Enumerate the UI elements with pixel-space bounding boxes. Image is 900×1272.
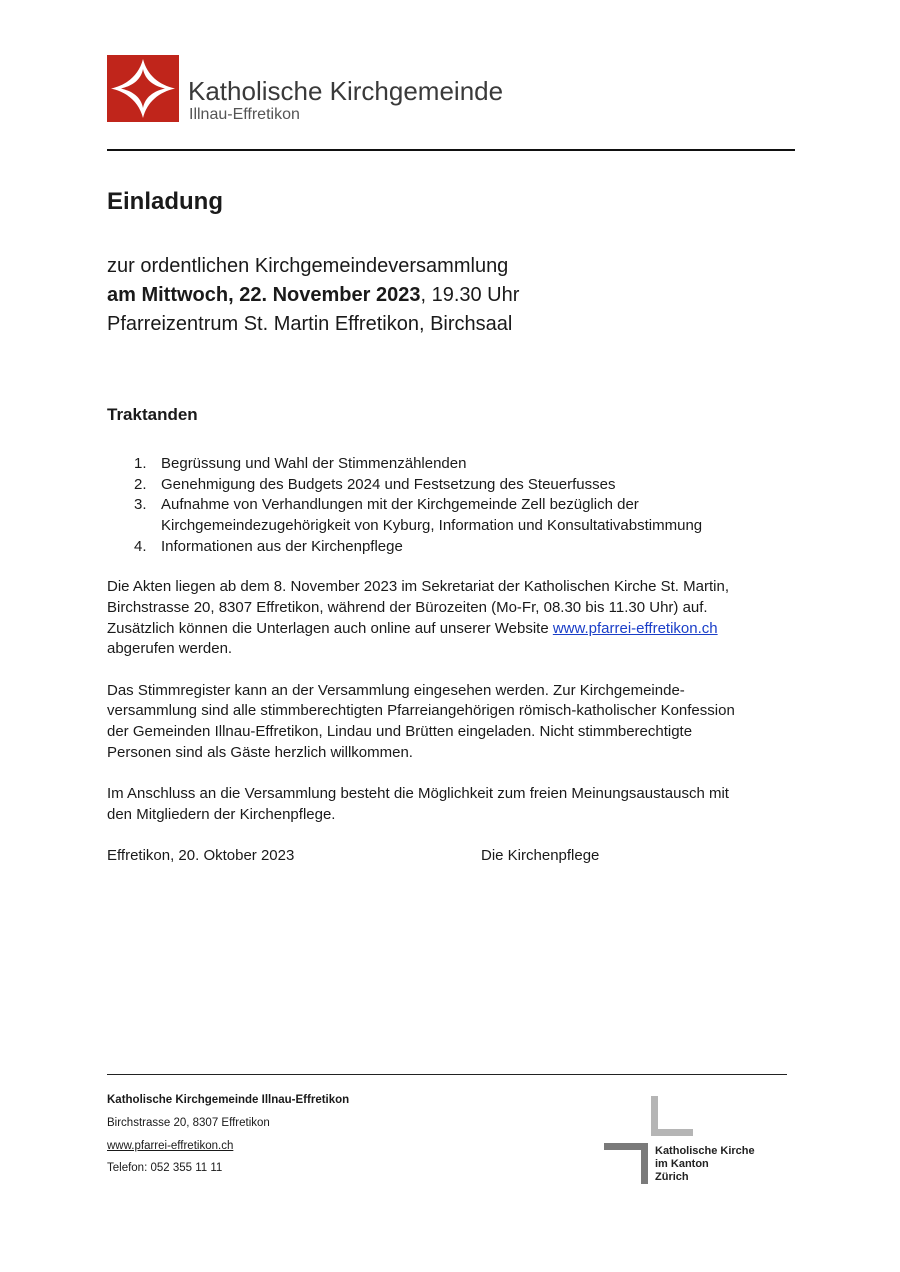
agenda-item-text-cont: Kirchgemeindezugehörigkeit von Kyburg, Information und Konsultativabstimmung [161,517,703,534]
documents-line-text: Zusätzlich können die Unterlagen auch online auf unserer Website [107,620,553,637]
org-name: Katholische Kirchgemeinde [188,76,504,106]
kanton-logo-line: Zürich [655,1171,689,1183]
documents-line: abgerufen werden. [107,640,233,657]
footer-address: Birchstrasse 20, 8307 Effretikon [107,1117,270,1129]
agenda-item-text: Informationen aus der Kirchenpflege [161,538,403,555]
page-title: Einladung [107,188,223,215]
meeting-time: , 19.30 Uhr [420,284,520,306]
agenda-item-number: 4. [134,538,147,555]
footer-website-link[interactable]: www.pfarrei-effretikon.ch [107,1140,234,1152]
footer-divider [107,1074,787,1075]
documents-line [107,621,718,636]
footer-phone: Telefon: 052 355 11 11 [107,1162,223,1174]
place-date: Effretikon, 20. Oktober 2023 [107,847,295,864]
documents-line: Die Akten liegen ab dem 8. November 2023 im Sekretariat der Katholischen Kirche St. Martin, [107,578,729,595]
register-line: der Gemeinden Illnau-Effretikon, Lindau und Brütten eingeladen. Nicht stimmberechtigte [107,723,693,740]
exchange-line: Im Anschluss an die Versammlung besteht die Möglichkeit zum freien Meinungsaustausch mit [107,785,729,802]
website-link[interactable]: www.pfarrei-effretikon.ch [552,620,718,637]
intro-line-3: Pfarreizentrum St. Martin Effretikon, Birchsaal [107,313,513,335]
register-line: Das Stimmregister kann an der Versammlung eingesehen werden. Zur Kirchgemeinde- [107,682,685,699]
agenda-item-text: Genehmigung des Budgets 2024 und Festsetzung des Steuerfusses [161,476,616,493]
exchange-line: den Mitgliedern der Kirchenpflege. [107,806,336,823]
kanton-logo-line: Katholische Kirche [655,1145,755,1157]
agenda-item-text: Begrüssung und Wahl der Stimmenzählenden [161,455,467,472]
documents-line: Birchstrasse 20, 8307 Effretikon, während der Bürozeiten (Mo-Fr, 08.30 bis 11.30 Uhr) auf. [107,599,708,616]
kanton-logo-line: im Kanton [655,1158,709,1170]
org-subtitle: Illnau-Effretikon [189,106,300,123]
register-line: Personen sind als Gäste herzlich willkommen. [107,744,413,761]
intro-line-2 [107,284,519,307]
agenda-item-text: Aufnahme von Verhandlungen mit der Kirchgemeinde Zell bezüglich der [161,496,639,513]
agenda-item-number: 3. [134,496,147,513]
agenda-item-number: 1. [134,455,147,472]
footer-org-name: Katholische Kirchgemeinde Illnau-Effretikon [107,1094,350,1106]
register-line: versammlung sind alle stimmberechtigten Pfarreiangehörigen römisch-katholischer Konfession [107,702,735,719]
parish-logo-icon [107,55,179,122]
signer: Die Kirchenpflege [481,847,600,864]
agenda-heading: Traktanden [107,405,198,424]
header-divider [107,149,795,151]
agenda-item-number: 2. [134,476,147,493]
meeting-date: am Mittwoch, 22. November 2023 [107,284,421,306]
intro-line-1: zur ordentlichen Kirchgemeindeversammlung [107,255,509,277]
